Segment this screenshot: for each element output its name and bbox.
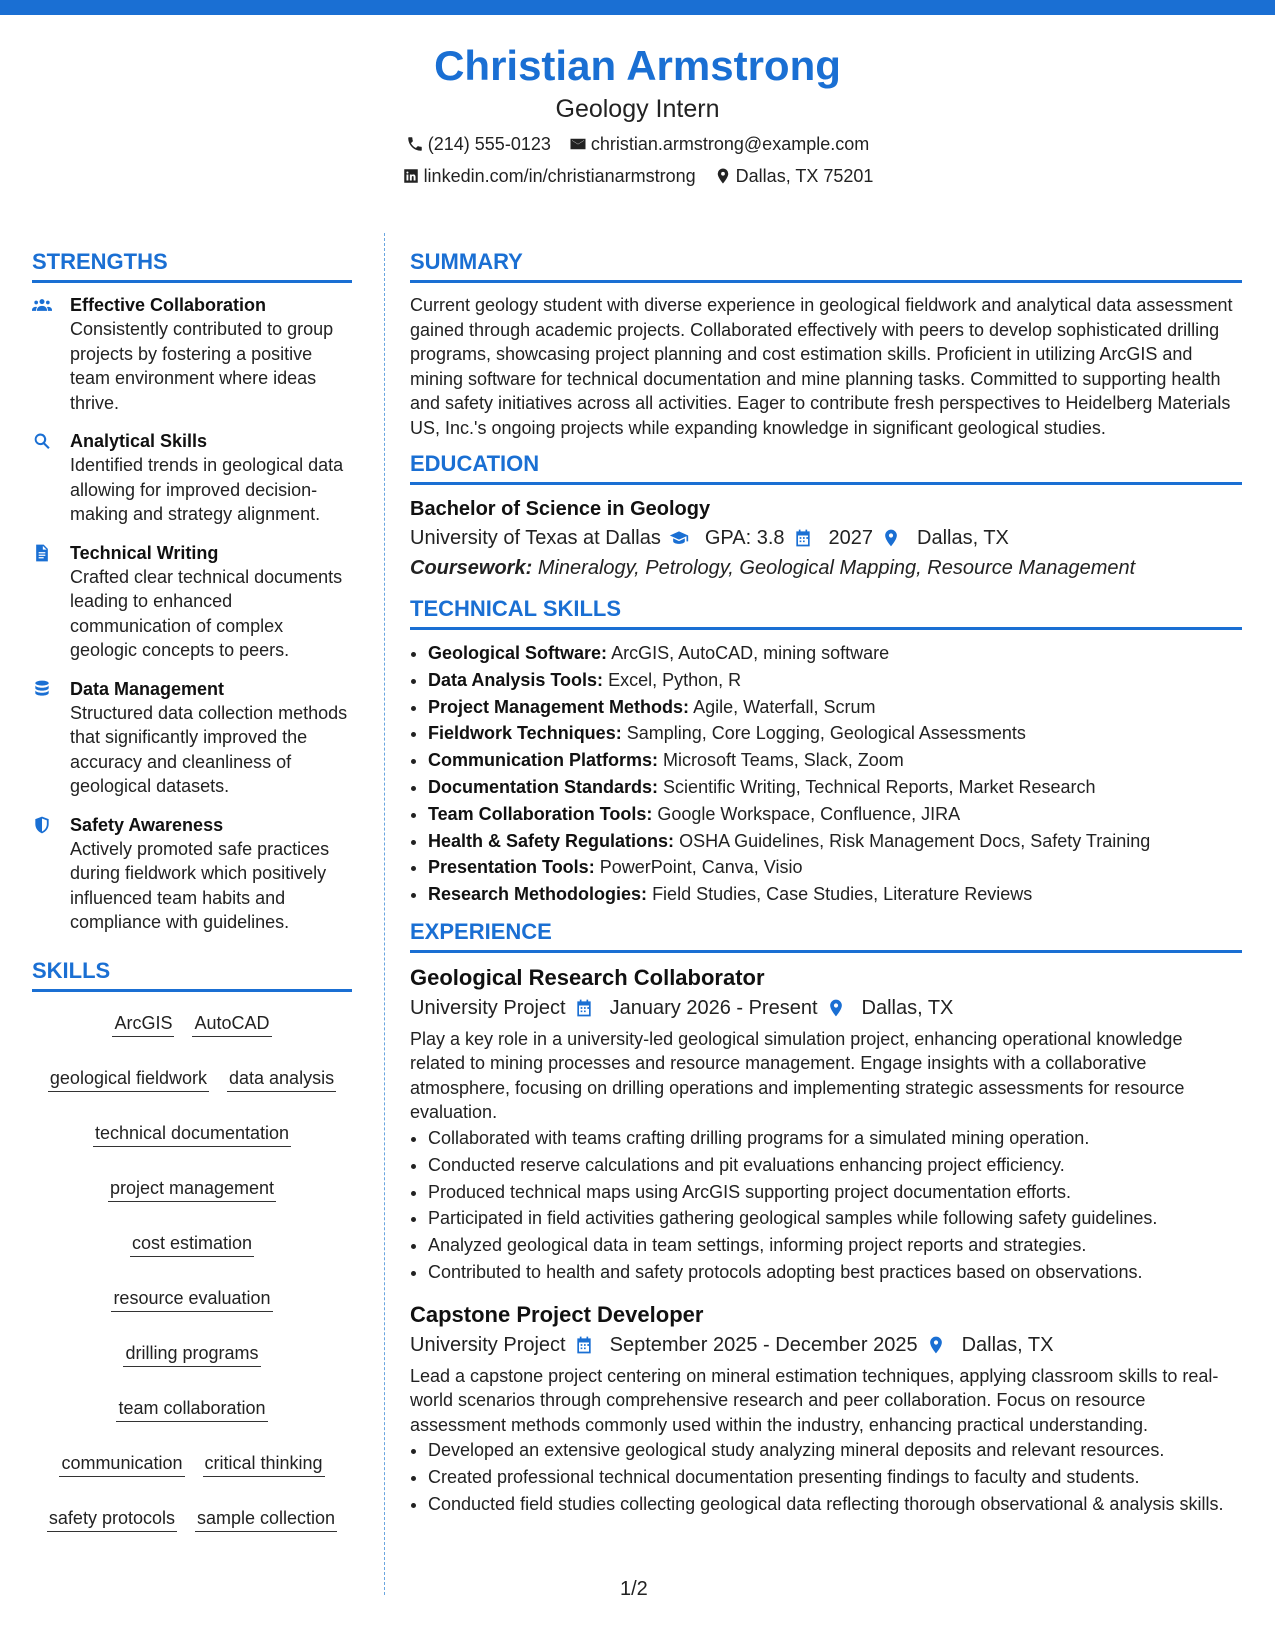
skills-title: SKILLS (32, 957, 352, 992)
list-item: • Health & Safety Regulations: OSHA Guidelines, Risk Management Docs, Safety Training (428, 828, 1242, 855)
list-item: • Data Analysis Tools: Excel, Python, R (428, 667, 1242, 694)
skill-chip: drilling programs (123, 1340, 260, 1367)
job-location: Dallas, TX (961, 1333, 1054, 1356)
list-item: • Team Collaboration Tools: Google Workspace, Confluence, JIRA (428, 801, 1242, 828)
job-title: Capstone Project Developer (410, 1301, 704, 1327)
skill-chip: cost estimation (130, 1230, 254, 1257)
map-pin-icon (714, 167, 732, 185)
left-column (32, 248, 352, 1532)
strength-desc: Crafted clear technical documents leading to enhanced communication of complex geologic concepts to peers. (70, 566, 343, 660)
right-column (410, 248, 1242, 1532)
strength-item (32, 429, 352, 527)
email-text[interactable]: christian.armstrong@example.com (590, 134, 870, 154)
skill-chip: data analysis (227, 1065, 336, 1092)
linkedin-text[interactable]: linkedin.com/in/christianarmstrong (423, 166, 696, 186)
skill-chip: geological fieldwork (48, 1065, 209, 1092)
job-meta (410, 1330, 1242, 1360)
job-location: Dallas, TX (861, 996, 954, 1019)
coursework (410, 553, 1242, 583)
list-item: • Geological Software: ArcGIS, AutoCAD, mining software (428, 640, 1242, 667)
strength-item (32, 293, 352, 415)
list-item: • Fieldwork Techniques: Sampling, Core Logging, Geological Assessments (428, 720, 1242, 747)
skill-chip: technical documentation (93, 1120, 291, 1147)
map-pin-icon (826, 998, 846, 1018)
list-item: • Collaborated with teams crafting drilling programs for a simulated mining operation. (428, 1125, 1242, 1152)
list-item: • Analyzed geological data in team settings, informing project reports and strategies. (428, 1232, 1242, 1259)
list-item: • Communication Platforms: Microsoft Teams, Slack, Zoom (428, 747, 1242, 774)
job-description: Play a key role in a university-led geological simulation project, enhancing operational knowledge related to mining processes and resource management. Engage insights with a collaborative atmosphere, focusing on drilling operations and implementing strategic assessments for resource evaluation. (410, 1028, 1185, 1123)
job-dates: January 2026 - Present (609, 996, 818, 1019)
list-item: • Documentation Standards: Scientific Writing, Technical Reports, Market Research (428, 774, 1242, 801)
gpa: GPA: 3.8 (704, 527, 785, 549)
phone-icon (406, 135, 424, 153)
list-item: • Contributed to health and safety protocols adopting best practices based on observations. (428, 1259, 1242, 1286)
strength-item (32, 541, 352, 663)
job-description: Lead a capstone project centering on mineral estimation techniques, applying classroom skills to real-world scenarios through comprehensive research and peer collaboration. Focus on resource assessment methods commonly used within the industry, enhancing practical understanding. (410, 1365, 1219, 1435)
candidate-name: Christian Armstrong (434, 42, 841, 89)
strength-title: Data Management (70, 678, 225, 699)
education-title: EDUCATION (410, 450, 1242, 485)
education-meta (410, 523, 1242, 553)
list-item: • Developed an extensive geological study analyzing mineral deposits and relevant resources. (428, 1437, 1242, 1464)
coursework-label: Coursework: (410, 557, 533, 579)
strength-desc: Identified trends in geological data allowing for improved decision-making and strategy alignment. (70, 455, 344, 524)
list-item: • Created professional technical documentation presenting findings to faculty and students. (428, 1464, 1242, 1491)
strength-title: Analytical Skills (70, 431, 208, 451)
strength-desc: Consistently contributed to group projects by fostering a positive team environment where ideas thrive. (70, 319, 334, 413)
linkedin-icon (402, 167, 420, 185)
degree: Bachelor of Science in Geology (410, 498, 711, 520)
contact-row-2 (0, 164, 1275, 188)
grad-year: 2027 (828, 527, 874, 549)
database-icon (32, 679, 52, 699)
skill-chip: sample collection (195, 1505, 337, 1532)
skill-chip: communication (59, 1450, 184, 1477)
job-org: University Project (410, 996, 566, 1019)
strength-desc: Actively promoted safe practices during fieldwork which positively influenced team habits and compliance with guidelines. (70, 838, 330, 932)
strength-desc: Structured data collection methods that significantly improved the accuracy and cleanliness of geological datasets. (70, 702, 348, 796)
document-icon (32, 543, 52, 563)
map-pin-icon (881, 528, 901, 548)
calendar-icon (574, 998, 594, 1018)
list-item: • Research Methodologies: Field Studies, Case Studies, Literature Reviews (428, 881, 1242, 908)
phone-contact (406, 132, 551, 156)
strength-item (32, 813, 352, 935)
job-bullets (410, 1437, 1242, 1517)
search-icon (32, 431, 52, 451)
job-entry (410, 963, 1242, 1286)
school-name: University of Texas at Dallas (410, 527, 661, 549)
linkedin-contact[interactable] (402, 164, 696, 188)
summary-text: Current geology student with diverse experience in geological fieldwork and analytical data assessment gained through academic projects. Collaborated effectively with peers to develop sophisticated drilling programs, showcasing project planning and cost estimation skills. Proficient in utilizing ArcGIS and mining software for technical documentation and mine planning tasks. Committed to supporting health and safety initiatives across all activities. Eager to contribute fresh perspectives to Heidelberg Materials US, Inc.'s ongoing projects while expanding knowledge in significant geological studies. (410, 295, 1233, 438)
strengths-title: STRENGTHS (32, 248, 352, 283)
job-entry (410, 1300, 1242, 1518)
school-location: Dallas, TX (917, 527, 1009, 549)
skill-chip: project management (108, 1175, 276, 1202)
list-item: • Produced technical maps using ArcGIS supporting project documentation efforts. (428, 1179, 1242, 1206)
location-contact (714, 164, 874, 188)
skill-chip: resource evaluation (111, 1285, 272, 1312)
experience-title: EXPERIENCE (410, 918, 1242, 953)
skill-chip: safety protocols (47, 1505, 177, 1532)
job-title: Geological Research Collaborator (410, 964, 765, 990)
job-dates: September 2025 - December 2025 (609, 1333, 918, 1356)
list-item: • Project Management Methods: Agile, Waterfall, Scrum (428, 694, 1242, 721)
location-text: Dallas, TX 75201 (735, 166, 874, 186)
strength-item (32, 677, 352, 799)
list-item: • Conducted field studies collecting geological data reflecting thorough observational & analysis skills. (428, 1491, 1242, 1518)
skill-chip: team collaboration (116, 1395, 267, 1422)
strength-title: Safety Awareness (70, 814, 224, 835)
skill-chip: critical thinking (203, 1450, 325, 1477)
page-number: 1/2 (620, 1578, 648, 1600)
candidate-role: Geology Intern (555, 95, 720, 123)
strength-title: Effective Collaboration (70, 295, 267, 315)
list-item: • Presentation Tools: PowerPoint, Canva, Visio (428, 854, 1242, 881)
calendar-icon (793, 528, 813, 548)
email-contact[interactable] (569, 132, 869, 156)
technical-skills-list (410, 640, 1242, 908)
coursework-list: Mineralogy, Petrology, Geological Mapping, Resource Management (537, 557, 1136, 579)
skill-chip: ArcGIS (112, 1010, 174, 1037)
map-pin-icon (926, 1335, 946, 1355)
job-org: University Project (410, 1333, 566, 1356)
top-accent-bar (0, 0, 1275, 15)
resume-header (0, 40, 1275, 188)
skills-list (32, 1002, 352, 1532)
envelope-icon (569, 135, 587, 153)
strength-title: Technical Writing (70, 542, 219, 563)
phone-text: (214) 555-0123 (427, 134, 551, 154)
contact-row-1 (0, 132, 1275, 156)
column-divider (384, 233, 385, 1595)
users-icon (32, 295, 52, 315)
graduation-cap-icon (669, 528, 689, 548)
job-bullets (410, 1125, 1242, 1286)
skill-chip: AutoCAD (192, 1010, 271, 1037)
list-item: • Conducted reserve calculations and pit evaluations enhancing project efficiency. (428, 1152, 1242, 1179)
technical-skills-title: TECHNICAL SKILLS (410, 595, 1242, 630)
calendar-icon (574, 1335, 594, 1355)
job-meta (410, 993, 1242, 1023)
list-item: • Participated in field activities gathering geological samples while following safety guidelines. (428, 1205, 1242, 1232)
shield-icon (32, 815, 52, 835)
summary-title: SUMMARY (410, 248, 1242, 283)
